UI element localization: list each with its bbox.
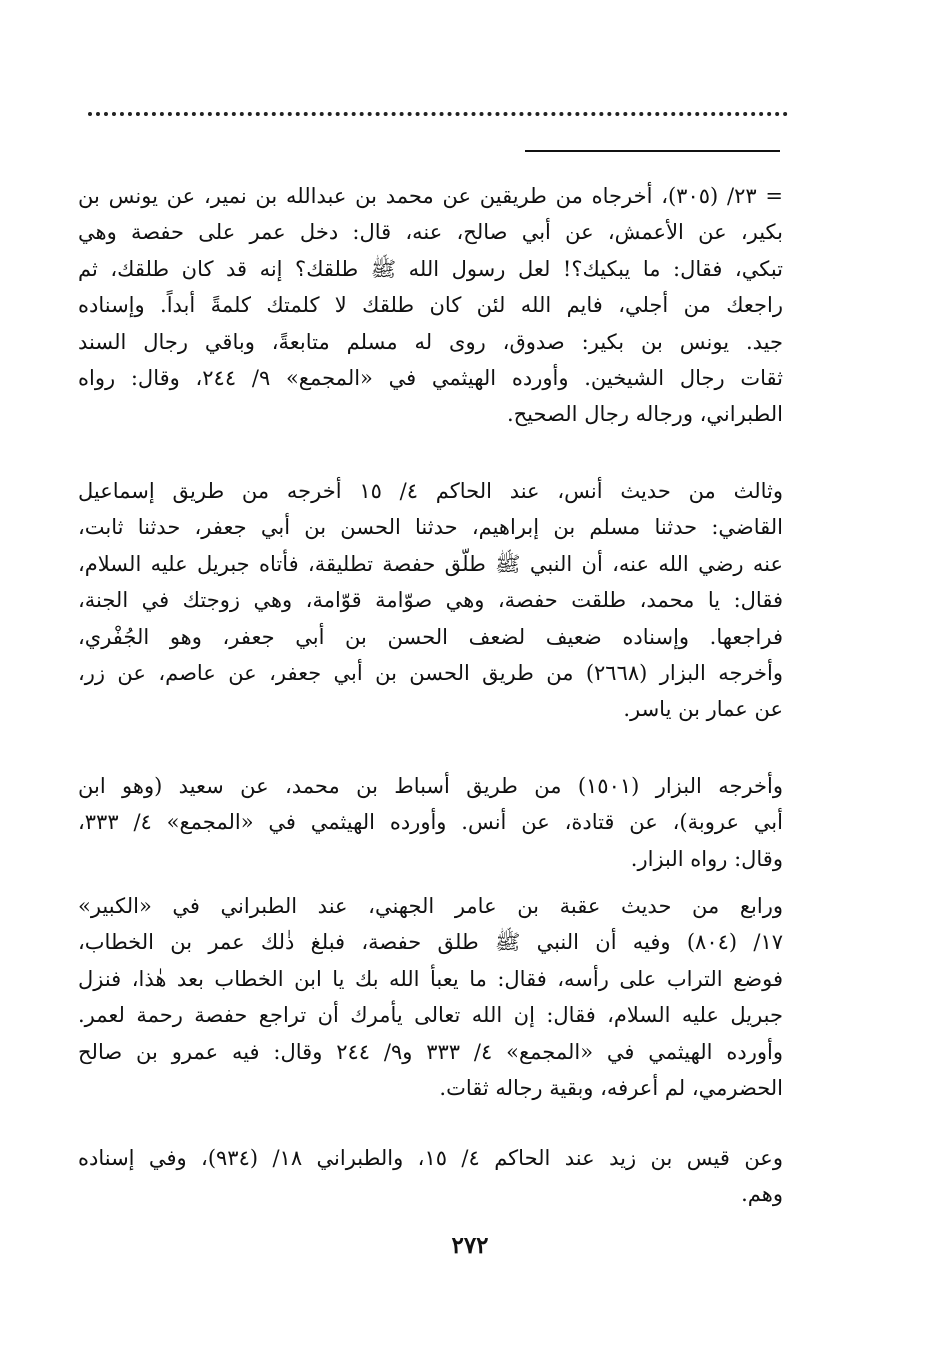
text-line: ١٧/ (٨٠٤) وفيه أن النبي ﷺ طلق حفصة، فبلغ ذٰلك عمر بن الخطاب، [78, 930, 783, 955]
text-line: أبي عروبة)، عن قتادة، عن أنس. وأورده الهيثمي في «المجمع» ٤/ ٣٣٣، [78, 810, 783, 835]
text-line: الطبراني، ورجاله رجال الصحيح. [506, 402, 783, 427]
text-line: الحضرمي، لم أعرفه، وبقية رجاله ثقات. [439, 1076, 783, 1101]
text-line: ثقات رجال الشيخين. وأورده الهيثمي في «المجمع» ٩/ ٢٤٤، وقال: رواه [78, 366, 783, 391]
text-line: جيد. يونس بن بكير: صدوق، روى له مسلم متابعةً، وباقي رجال السند [78, 329, 783, 354]
text-line: وثالث من حديث أنس، عند الحاكم ٤/ ١٥ أخرجه من طريق إسماعيل [78, 479, 783, 503]
paragraph-bazzar [78, 768, 783, 877]
text-line: فراجعها. وإسناده ضعيف لضعف الحسن بن أبي جعفر، وهو الجُفْري، [78, 624, 783, 649]
text-line: فوضع التراب على رأسه، فقال: ما يعبأ الله بك يا ابن الخطاب بعد هٰذا، فنزل [78, 966, 783, 991]
text-line: وأخرجه البزار (١٥٠١) من طريق أسباط بن محمد، عن سعيد (وهو ابن [78, 774, 783, 798]
paragraph-fourth-narration [78, 888, 783, 1106]
text-line: القاضي: حدثنا مسلم بن إبراهيم، حدثنا الحسن بن أبي جعفر، حدثنا ثابت، [78, 515, 783, 540]
page-number: ٢٧٢ [451, 1232, 489, 1259]
dotted-separator [88, 112, 788, 116]
text-line: وأخرجه البزار (٢٦٦٨) من طريق الحسن بن أبي جعفر، عن عاصم، عن زر، [78, 661, 783, 686]
paragraph-qays [78, 1140, 783, 1213]
text-line: وأورده الهيثمي في «المجمع» ٤/ ٣٣٣ و٩/ ٢٤٤ وقال: فيه عمرو بن صالح [78, 1039, 783, 1064]
text-line: عنه رضي الله عنه، أن النبي ﷺ طلّق حفصة تطليقة، فأتاه جبريل عليه السلام، [78, 551, 783, 576]
text-line: ورابع من حديث عقبة بن عامر الجهني، عند الطبراني في «الكبير» [78, 894, 783, 918]
text-line: وعن قيس بن زيد عند الحاكم ٤/ ١٥، والطبراني ١٨/ (٩٣٤)، وفي إسناده [78, 1146, 783, 1170]
text-line: جبريل عليه السلام، فقال: إن الله تعالى يأمرك أن تراجع حفصة رحمة لعمر. [78, 1003, 783, 1028]
text-line: راجعك من أجلي، فايم الله لئن كان طلقك لا كلمتك كلمةً أبداً. وإسناده [78, 293, 783, 318]
text-line: وقال: رواه البزار. [630, 846, 783, 871]
text-line: بكير، عن الأعمش، عن أبي صالح، عنه، قال: دخل عمر على حفصة وهي [78, 220, 783, 245]
paragraph-third-narration [78, 473, 783, 728]
text-line: فقال: يا محمد، طلقت حفصة، وهي صوّامة قوّامة، وهي زوجتك في الجنة، [78, 588, 783, 613]
text-line: عن عمار بن ياسر. [623, 697, 783, 722]
text-line: تبكي، فقال: ما يبكيك؟! لعل رسول الله ﷺ طلقك؟ إنه قد كان طلقك، ثم [78, 256, 783, 281]
footnote-continuation [78, 178, 783, 433]
footnote-rule [525, 150, 780, 152]
text-line: = ٢٣/ (٣٠٥)، أخرجاه من طريقين عن محمد بن عبدالله بن نمير، عن يونس بن [78, 184, 783, 208]
text-line: وهم. [741, 1182, 783, 1207]
